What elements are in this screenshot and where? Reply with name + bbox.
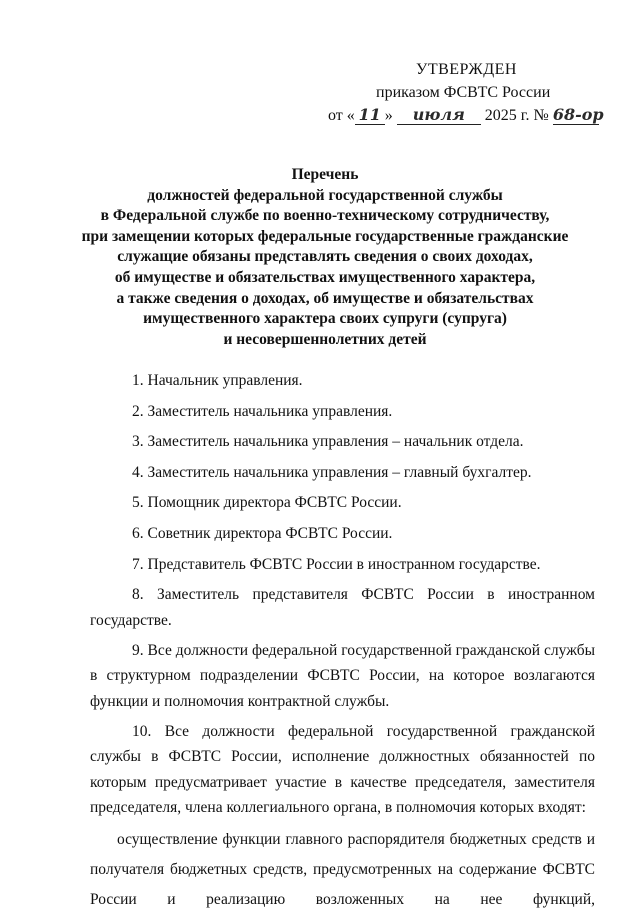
list-item: 2. Заместитель начальника управления. — [132, 402, 393, 420]
handwritten-month: июля — [397, 106, 481, 125]
list-item: 8. Заместитель представителя ФСВТС России в иностранном государстве. — [90, 586, 595, 629]
positions-list — [90, 368, 595, 915]
title-line: Перечень — [291, 166, 359, 183]
list-item: 6. Советник директора ФСВТС России. — [132, 524, 393, 542]
date-prefix: от « — [328, 107, 355, 124]
list-item: 10. Все должности федеральной государственной гражданской службы в ФСВТС России, исполнение должностных обязанностей по которым предусматривает участие в качестве председателя, заместителя председателя, члена коллегиального органа, в полномочия которых входят: — [90, 722, 595, 817]
list-item: 9. Все должности федеральной государственной гражданской службы в структурном подразделении ФСВТС России, на которое возлагаются функции и полномочия контрактной службы. — [90, 641, 595, 710]
list-item: 7. Представитель ФСВТС России в иностранном государстве. — [132, 555, 541, 573]
date-year: 2025 г. № — [484, 107, 549, 124]
title-line: и несовершеннолетних детей — [223, 330, 427, 348]
title-line: а также сведения о доходах, об имуществе и обязательствах — [116, 289, 534, 307]
list-item: 4. Заместитель начальника управления – главный бухгалтер. — [132, 463, 532, 481]
title-line: в Федеральной службе по военно-техническому сотрудничеству, — [100, 207, 550, 225]
title-line: имущественного характера своих супруги (супруга) — [143, 310, 507, 328]
handwritten-day: 11 — [355, 106, 385, 125]
title-line: должностей федеральной государственной службы — [147, 186, 503, 204]
handwritten-number: 68-ор — [552, 105, 604, 124]
title-line: при замещении которых федеральные государственные гражданские — [81, 227, 569, 245]
date-mid: » — [384, 107, 393, 124]
list-item: 3. Заместитель начальника управления – начальник отдела. — [132, 433, 524, 451]
list-item: 1. Начальник управления. — [132, 372, 303, 389]
title-line: об имуществе и обязательствах имущественного характера, — [114, 268, 536, 286]
approval-block — [318, 58, 618, 127]
list-subitem: осуществление функции главного распорядителя бюджетных средств и получателя бюджетных средств, предусмотренных на содержание ФСВТС России и реализацию возложенных на нее функций, — [90, 831, 595, 909]
approval-date-line — [328, 104, 618, 127]
title-line: служащие обязаны представлять сведения о своих доходах, — [117, 248, 533, 266]
document-title — [60, 165, 590, 350]
list-item: 5. Помощник директора ФСВТС России. — [132, 494, 402, 512]
approved-heading: УТВЕРЖДЕН — [416, 61, 517, 78]
approval-order: приказом ФСВТС России — [376, 84, 551, 101]
